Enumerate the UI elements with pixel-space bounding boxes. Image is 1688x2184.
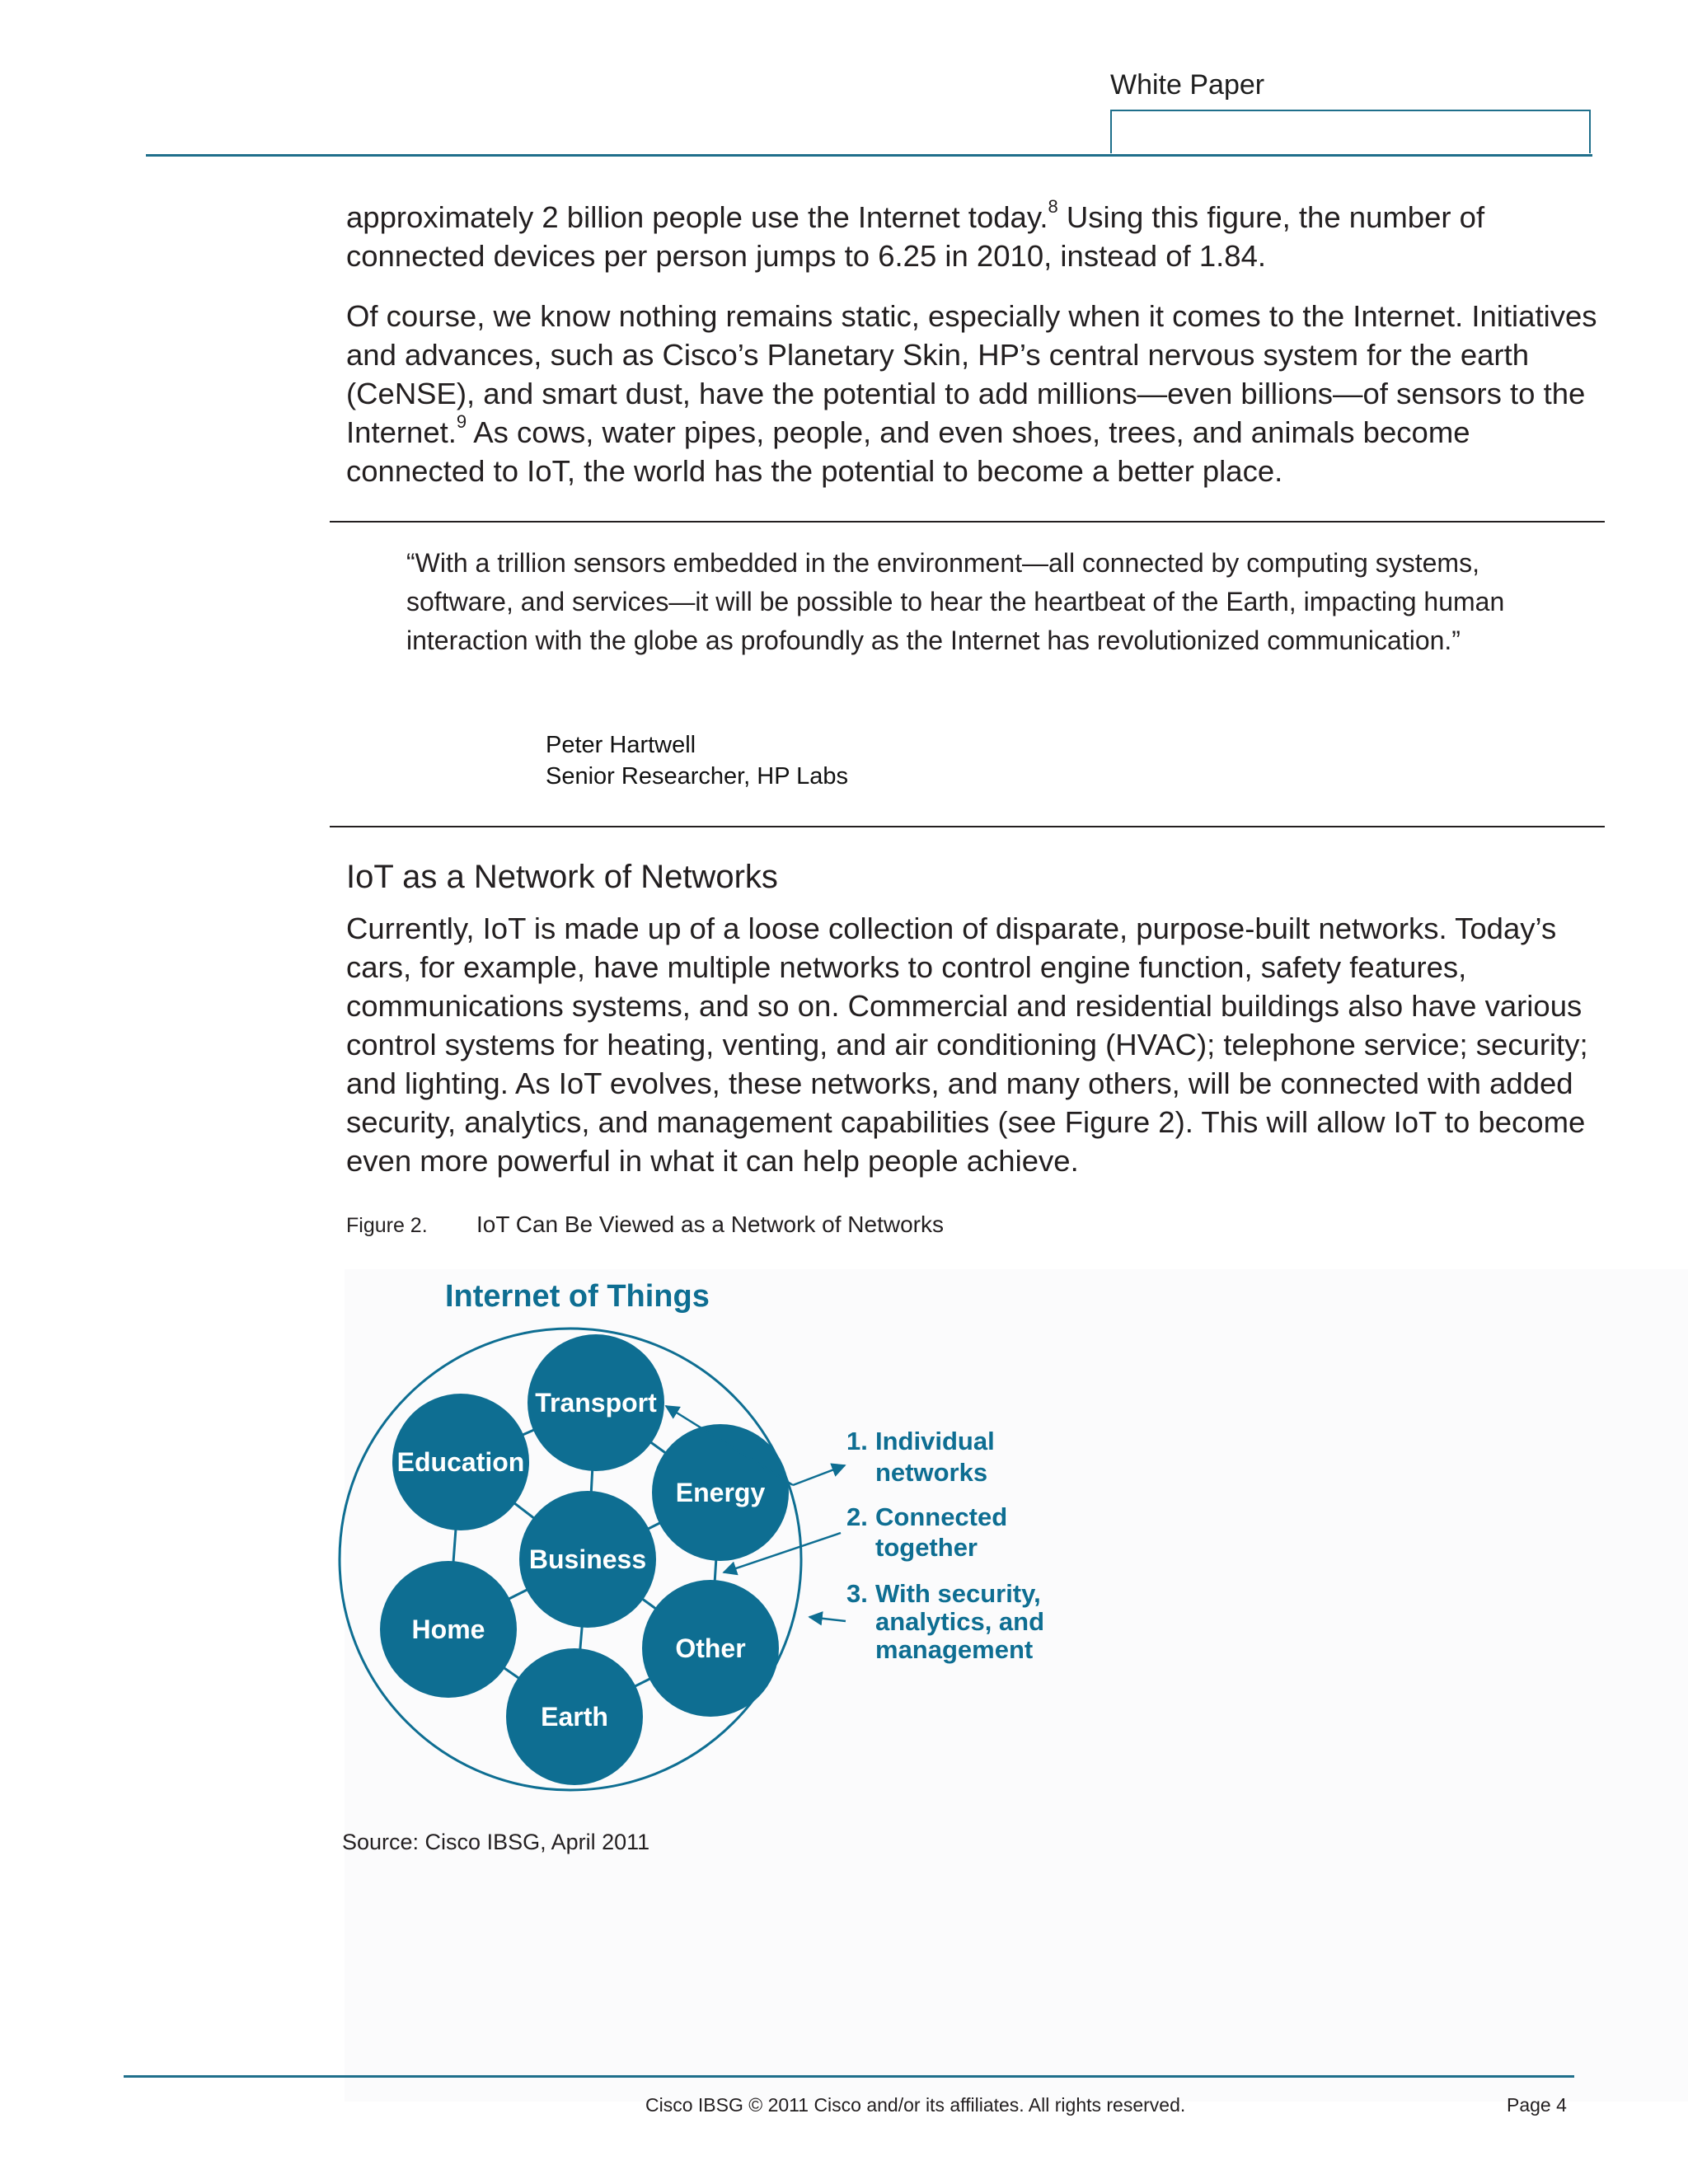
section-paragraph-text: Currently, IoT is made up of a loose collection of disparate, purpose-built networks. Today’s cars, for example, have multiple networks to control engine function, safety features, communications systems, and so on. Commercial and residential buildings also have various control systems for heating, venting, and air conditioning (HVAC); telephone service; security; and lighting. As IoT evolves, these networks, and many others, will be connected with added security, analytics, and management capabilities (see Figure 2). This will allow IoT to become even more powerful in what it can help people achieve. bbox=[346, 912, 1588, 1178]
quote-rule-bottom bbox=[330, 826, 1605, 827]
callout-2-line2: together bbox=[875, 1533, 978, 1562]
pull-quote: “With a trillion sensors embedded in the environment—all connected by computing systems, software, and services—it will be possible to hear the heartbeat of the Earth, impacting human interaction with the globe as profoundly as the Internet has revolutionized communication.” bbox=[406, 548, 1505, 655]
paragraph-1 bbox=[346, 198, 1607, 275]
section-paragraph bbox=[346, 909, 1607, 1180]
figure-caption-text: IoT Can Be Viewed as a Network of Networks bbox=[476, 1212, 944, 1237]
node-label-transport: Transport bbox=[535, 1388, 657, 1418]
callout-1-line2: networks bbox=[875, 1458, 988, 1487]
quote-attribution bbox=[546, 729, 848, 792]
callout-3-number: 3. bbox=[846, 1579, 868, 1608]
paragraph-2-text-b: As cows, water pipes, people, and even shoes, trees, and animals become connected to IoT, the world has the potential to become a better place. bbox=[346, 415, 1470, 488]
header-box bbox=[1110, 110, 1591, 153]
paragraph-2 bbox=[346, 297, 1607, 490]
iot-network-diagram bbox=[338, 1261, 1080, 1797]
callout-3-line2: analytics, and bbox=[875, 1607, 1045, 1636]
node-label-home: Home bbox=[411, 1615, 485, 1644]
callout-1-number: 1. bbox=[846, 1427, 868, 1455]
figure-source: Source: Cisco IBSG, April 2011 bbox=[342, 1830, 650, 1854]
quote-rule-top bbox=[330, 521, 1605, 523]
figure-caption bbox=[346, 1212, 944, 1238]
diagram-title: Internet of Things bbox=[445, 1279, 710, 1314]
node-label-education: Education bbox=[396, 1447, 525, 1477]
footnote-ref-9: 9 bbox=[456, 411, 467, 432]
footer-rule bbox=[124, 2075, 1574, 2078]
callout-1-line1: Individual bbox=[875, 1427, 995, 1455]
figure-number: Figure 2. bbox=[346, 1214, 428, 1237]
quote-author: Peter Hartwell bbox=[546, 732, 696, 758]
node-label-other: Other bbox=[675, 1633, 746, 1663]
paragraph-1-text-a: approximately 2 billion people use the Internet today. bbox=[346, 200, 1048, 234]
footer-copyright: Cisco IBSG © 2011 Cisco and/or its affiliates. All rights reserved. bbox=[645, 2094, 1186, 2116]
paragraph-2-text-a: Of course, we know nothing remains static, especially when it comes to the Internet. Initiatives and advances, such as Cisco’s Planetary Skin, HP’s central nervous system for the earth (CeNSE), and smart dust, have the potential to add millions—even billions—of sensors to the Internet. bbox=[346, 299, 1597, 449]
header-label: White Paper bbox=[1110, 69, 1265, 101]
node-label-business: Business bbox=[528, 1544, 647, 1574]
callout-2-number: 2. bbox=[846, 1502, 868, 1531]
footer-page-number: Page 4 bbox=[1507, 2094, 1567, 2116]
header-rule bbox=[146, 154, 1592, 157]
callout-2-line1: Connected bbox=[875, 1502, 1008, 1531]
paragraph-1-text-b: Using this figure, the number of connected devices per person jumps to 6.25 in 2010, instead of 1.84. bbox=[346, 200, 1485, 273]
section-heading: IoT as a Network of Networks bbox=[346, 859, 778, 895]
footnote-ref-8: 8 bbox=[1048, 196, 1058, 217]
node-label-energy: Energy bbox=[675, 1478, 766, 1507]
callout-3-line3: management bbox=[875, 1635, 1034, 1664]
node-label-earth: Earth bbox=[541, 1702, 608, 1732]
callout-3-line1: With security, bbox=[875, 1579, 1041, 1608]
quote-author-title: Senior Researcher, HP Labs bbox=[546, 763, 849, 790]
